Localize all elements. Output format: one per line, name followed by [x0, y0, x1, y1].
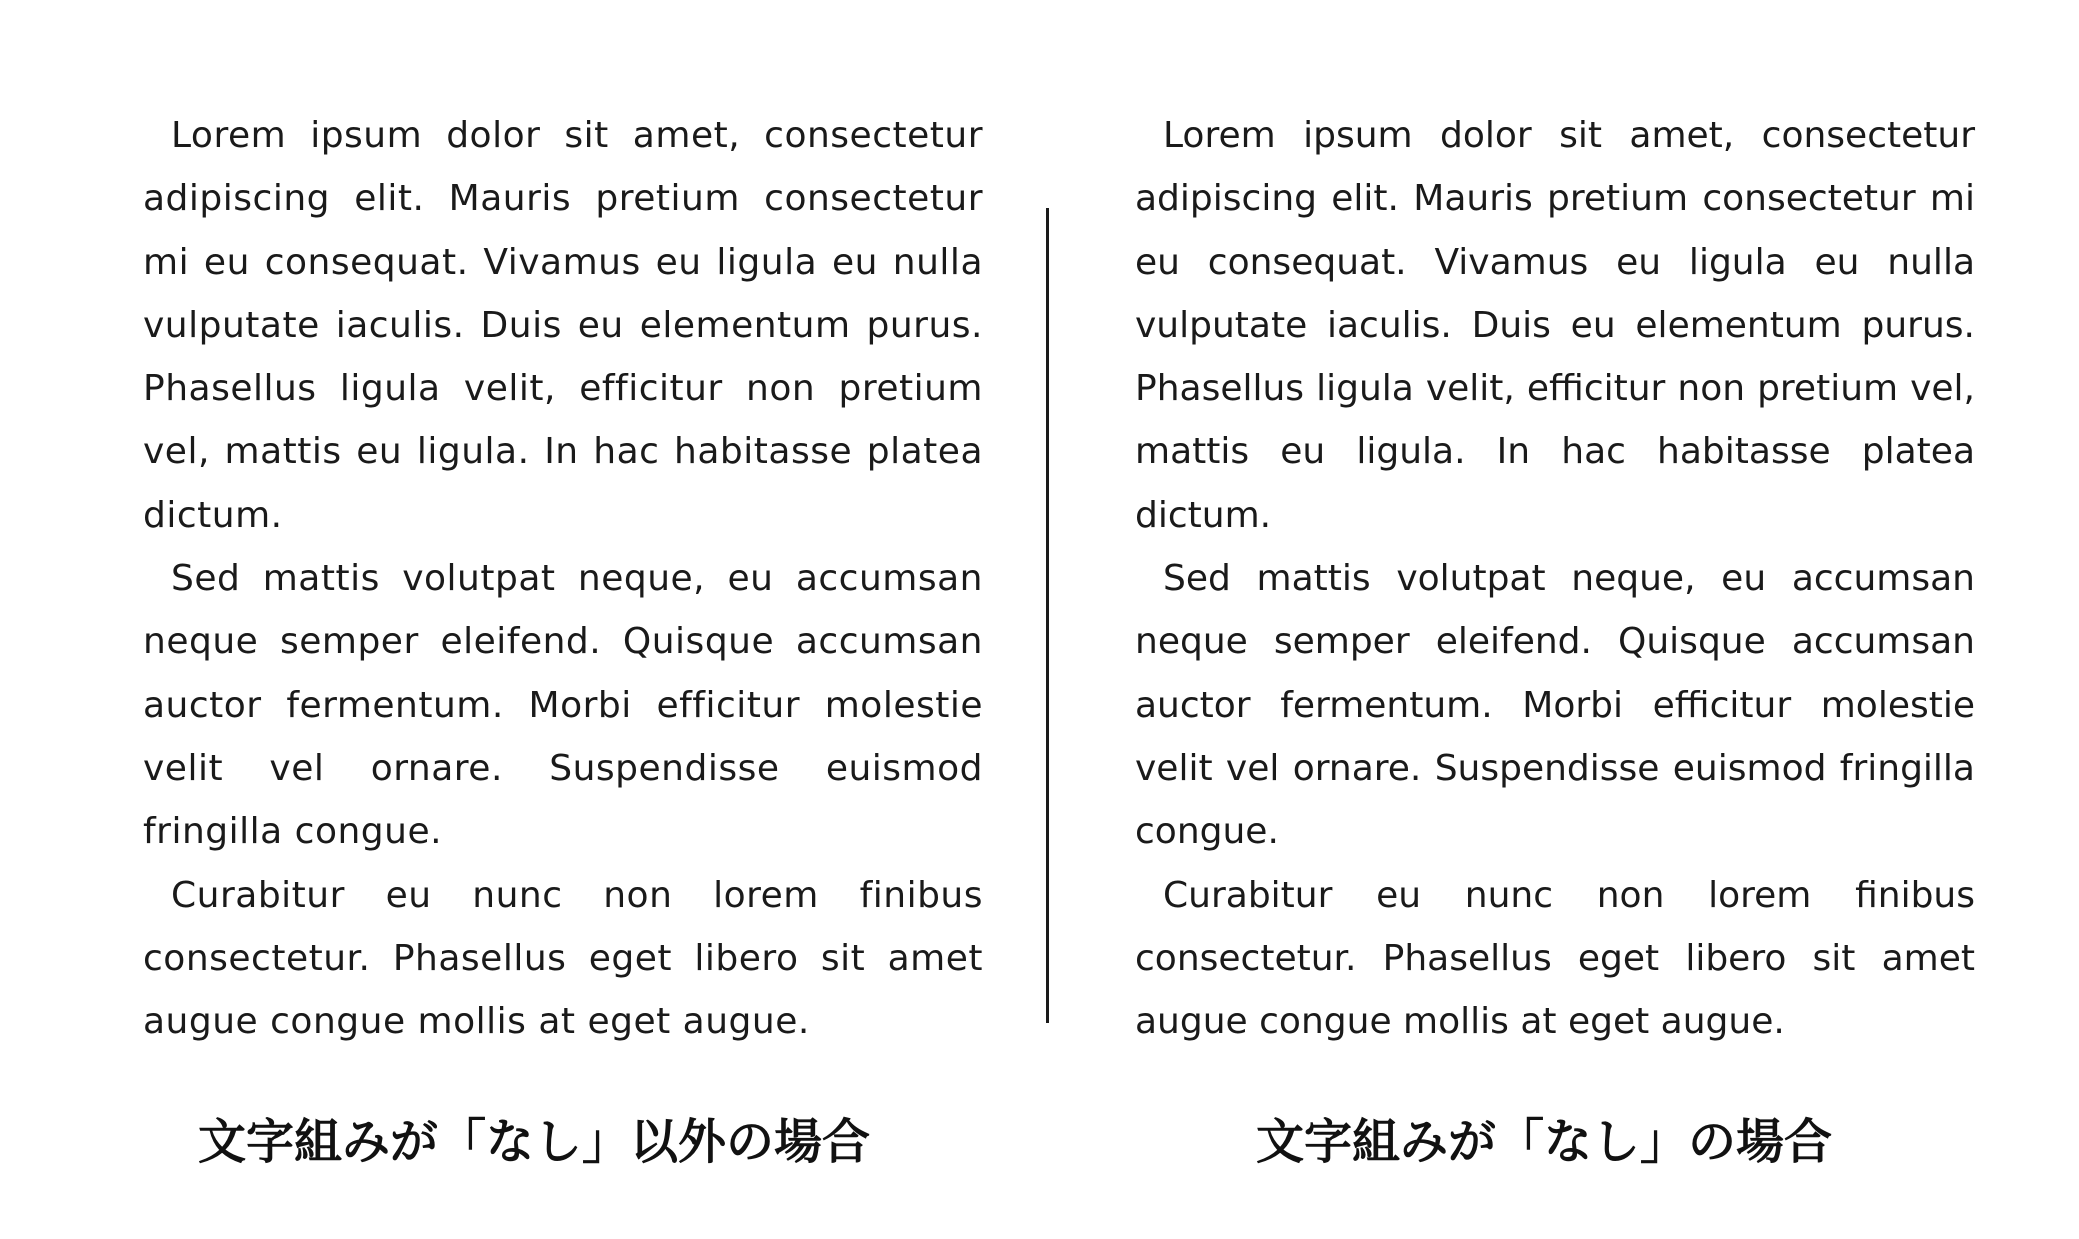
right-text-column: [1135, 104, 1975, 1053]
left-text-column: [143, 104, 983, 1053]
right-paragraph-3: Curabitur eu nunc non lorem finibus consectetur. Phasellus eget libero sit amet augue congue mollis at eget augue.: [1135, 874, 1975, 1043]
left-caption: 文字組みが「なし」以外の場合: [198, 1114, 871, 1170]
left-paragraph-1: Lorem ipsum dolor sit amet, consectetur adipiscing elit. Mauris pretium consectetur mi eu consequat. Vivamus eu ligula eu nulla vulputate iaculis. Duis eu elementum purus. Phasellus ligula velit, efficitur non pretium vel, mattis eu ligula. In hac habitasse platea dictum.: [143, 115, 983, 536]
left-paragraph-2: Sed mattis volutpat neque, eu accumsan neque semper eleifend. Quisque accumsan auctor fermentum. Morbi efficitur molestie velit vel ornare. Suspendisse euismod fringilla congue.: [143, 558, 983, 853]
vertical-divider: [1046, 208, 1049, 1023]
left-paragraph-3: Curabitur eu nunc non lorem finibus consectetur. Phasellus eget libero sit amet augue congue mollis at eget augue.: [143, 874, 983, 1043]
right-caption: 文字組みが「なし」の場合: [1256, 1114, 1833, 1170]
right-paragraph-1: Lorem ipsum dolor sit amet, consectetur adipiscing elit. Mauris pretium consectetur mi eu consequat. Vivamus eu ligula eu nulla vulputate iaculis. Duis eu elementum purus. Phasellus ligula velit, efficitur non pretium vel, mattis eu ligula. In hac habitasse platea dictum.: [1135, 115, 1975, 536]
right-paragraph-2: Sed mattis volutpat neque, eu accumsan neque semper eleifend. Quisque accumsan auctor fermentum. Morbi efficitur molestie velit vel ornare. Suspendisse euismod fringilla congue.: [1135, 558, 1975, 853]
